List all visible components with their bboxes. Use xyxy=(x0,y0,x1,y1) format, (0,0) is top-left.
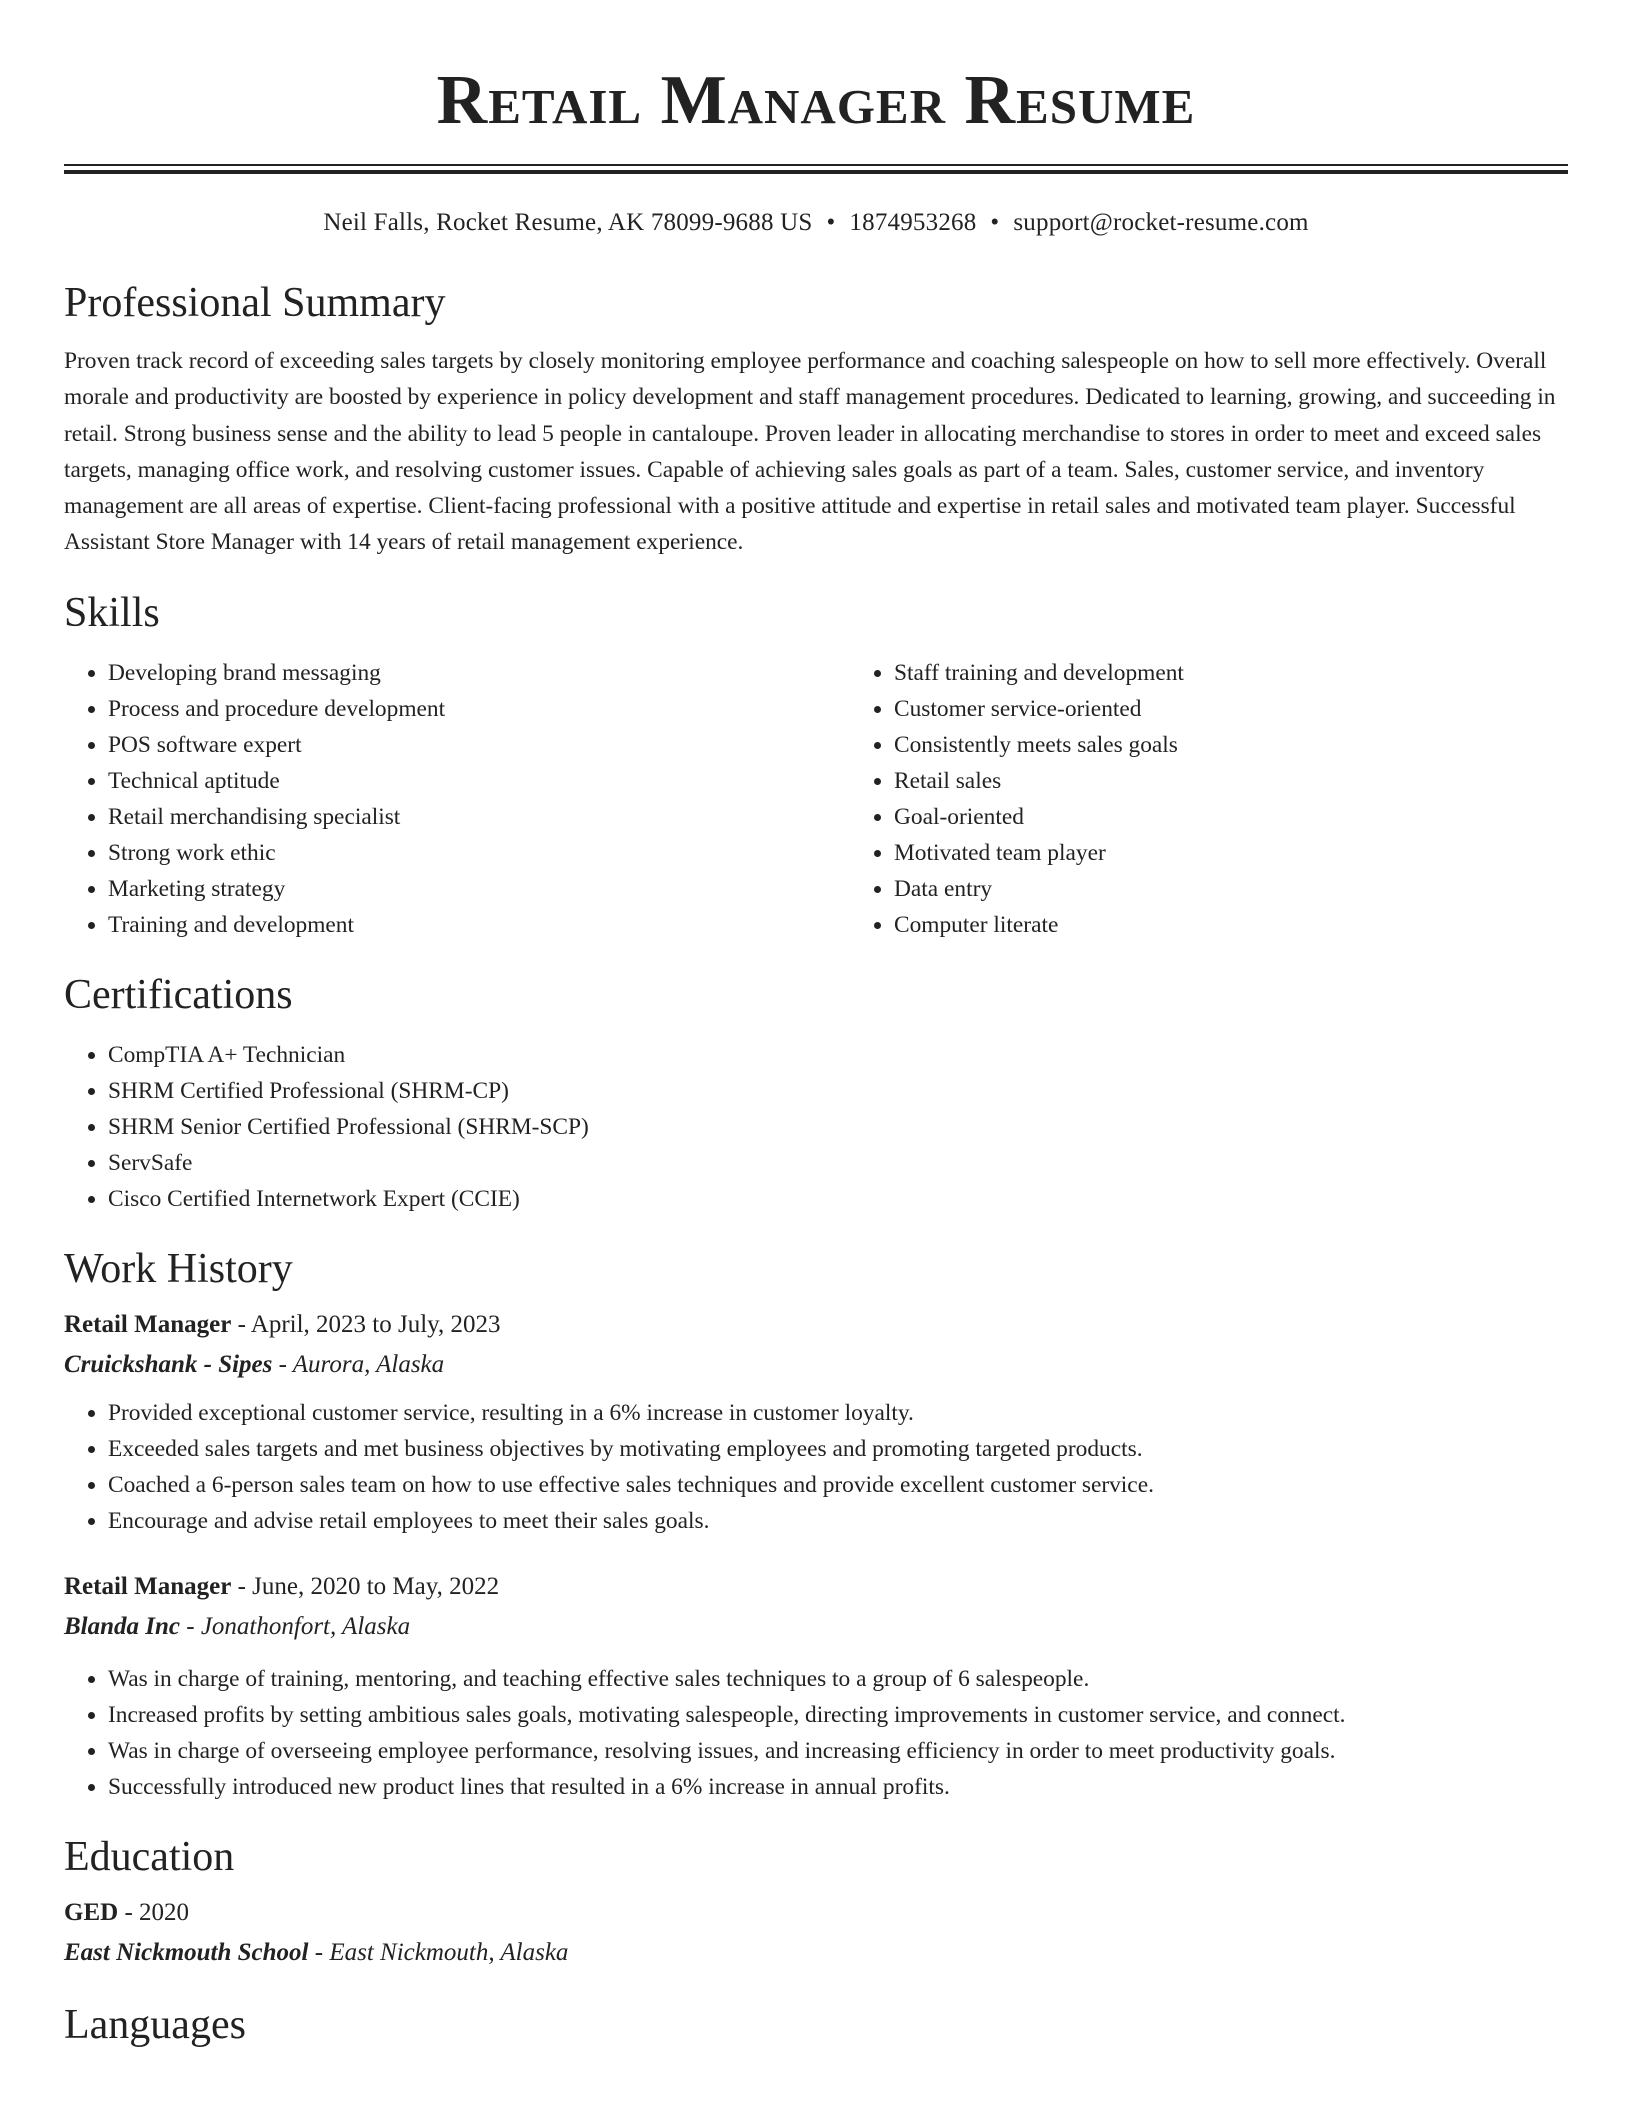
work-history-heading: Work History xyxy=(64,1245,293,1292)
job-entry xyxy=(64,1305,1568,1539)
resume-title: Retail Manager Resume xyxy=(436,62,1196,139)
job-duties xyxy=(64,1395,1568,1539)
certification-item: • SHRM Certified Professional (SHRM-CP) xyxy=(108,1073,1568,1109)
skill-item: • Customer service-oriented xyxy=(894,691,1632,727)
job-duty: • Successfully introduced new product lines that resulted in a 6% increase in annual profits. xyxy=(108,1769,1568,1805)
skills-heading: Skills xyxy=(64,589,160,636)
contact-separator: • xyxy=(990,209,1000,236)
job-title: Retail Manager xyxy=(64,1572,232,1600)
job-title-line xyxy=(64,1567,1568,1607)
job-title-line xyxy=(64,1305,1568,1345)
degree-year: - 2020 xyxy=(118,1898,190,1926)
school-name: East Nickmouth School xyxy=(64,1938,309,1966)
languages-heading: Languages xyxy=(64,2001,246,2048)
school-location: - East Nickmouth, Alaska xyxy=(308,1938,569,1966)
certifications-heading: Certifications xyxy=(64,971,293,1018)
skill-item: • POS software expert xyxy=(108,727,850,763)
skill-item: • Computer literate xyxy=(894,907,1632,943)
certification-item: • CompTIA A+ Technician xyxy=(108,1037,1568,1073)
job-duty: • Increased profits by setting ambitious sales goals, motivating salespeople, directing improvements in customer service, and connect. xyxy=(108,1697,1568,1733)
job-duty: • Provided exceptional customer service, resulting in a 6% increase in customer loyalty. xyxy=(108,1395,1568,1431)
job-title: Retail Manager xyxy=(64,1310,232,1338)
contact-email: support@rocket-resume.com xyxy=(1013,209,1309,236)
skill-item: • Strong work ethic xyxy=(108,835,850,871)
certification-item: • SHRM Senior Certified Professional (SHRM-SCP) xyxy=(108,1109,1568,1145)
job-duty: • Was in charge of training, mentoring, and teaching effective sales techniques to a group of 6 salespeople. xyxy=(108,1661,1568,1697)
job-duty: • Coached a 6-person sales team on how to use effective sales techniques and provide excellent customer service. xyxy=(108,1467,1568,1503)
title-double-rule xyxy=(64,164,1568,174)
skill-item: • Consistently meets sales goals xyxy=(894,727,1632,763)
skill-item: • Goal-oriented xyxy=(894,799,1632,835)
employer-line xyxy=(64,1345,1568,1385)
skill-item: • Retail merchandising specialist xyxy=(108,799,850,835)
skill-item: • Process and procedure development xyxy=(108,691,850,727)
job-duty: • Encourage and advise retail employees to meet their sales goals. xyxy=(108,1503,1568,1539)
employer-name: Cruickshank - Sipes xyxy=(64,1350,273,1378)
summary-text: Proven track record of exceeding sales targets by closely monitoring employee performance and coaching salespeople on how to sell more effectively. Overall morale and productivity are boosted by experience in policy development and staff management procedures. Dedicated to learning, growing, and succeeding in retail. Strong business sense and the ability to lead 5 people in cantaloupe. Proven leader in allocating merchandise to stores in order to meet and exceed sales targets, managing office work, and resolving customer issues. Capable of achieving sales goals as part of a team. Sales, customer service, and inventory management are all areas of expertise. Client-facing professional with a positive attitude and expertise in retail sales and motivated team player. Successful Assistant Store Manager with 14 years of retail management experience. xyxy=(64,348,1556,556)
contact-line xyxy=(64,206,1568,240)
resume-page xyxy=(64,0,1568,2053)
skill-item: • Staff training and development xyxy=(894,655,1632,691)
job-dates: - June, 2020 to May, 2022 xyxy=(231,1572,500,1600)
employer-location: - Aurora, Alaska xyxy=(272,1350,445,1378)
skills-column-left xyxy=(64,655,850,943)
job-duties xyxy=(64,1661,1568,1805)
certification-item: • Cisco Certified Internetwork Expert (CCIE) xyxy=(108,1181,1568,1217)
skill-item: • Technical aptitude xyxy=(108,763,850,799)
skills-list xyxy=(64,655,1568,943)
employer-name: Blanda Inc xyxy=(64,1612,181,1640)
education-entry xyxy=(64,1893,1568,1973)
skill-item: • Retail sales xyxy=(894,763,1632,799)
job-entry xyxy=(64,1567,1568,1805)
contact-separator: • xyxy=(826,209,836,236)
job-duty: • Exceeded sales targets and met business objectives by motivating employees and promoting targeted products. xyxy=(108,1431,1568,1467)
degree-line xyxy=(64,1893,1568,1933)
employer-line xyxy=(64,1607,1568,1647)
job-duty: • Was in charge of overseeing employee performance, resolving issues, and increasing efficiency in order to meet productivity goals. xyxy=(108,1733,1568,1769)
skill-item: • Marketing strategy xyxy=(108,871,850,907)
summary-heading: Professional Summary xyxy=(64,280,446,326)
skill-item: • Training and development xyxy=(108,907,850,943)
education-heading: Education xyxy=(64,1833,235,1880)
certifications-list xyxy=(64,1037,1568,1217)
school-line xyxy=(64,1933,1568,1973)
skills-column-right xyxy=(850,655,1632,943)
employer-location: - Jonathonfort, Alaska xyxy=(180,1612,411,1640)
skill-item: • Motivated team player xyxy=(894,835,1632,871)
certification-item: • ServSafe xyxy=(108,1145,1568,1181)
degree: GED xyxy=(64,1898,119,1926)
job-dates: - April, 2023 to July, 2023 xyxy=(231,1310,501,1338)
skill-item: • Data entry xyxy=(894,871,1632,907)
skill-item: • Developing brand messaging xyxy=(108,655,850,691)
contact-phone: 1874953268 xyxy=(849,209,977,236)
contact-address: Neil Falls, Rocket Resume, AK 78099-9688 US xyxy=(323,209,813,236)
